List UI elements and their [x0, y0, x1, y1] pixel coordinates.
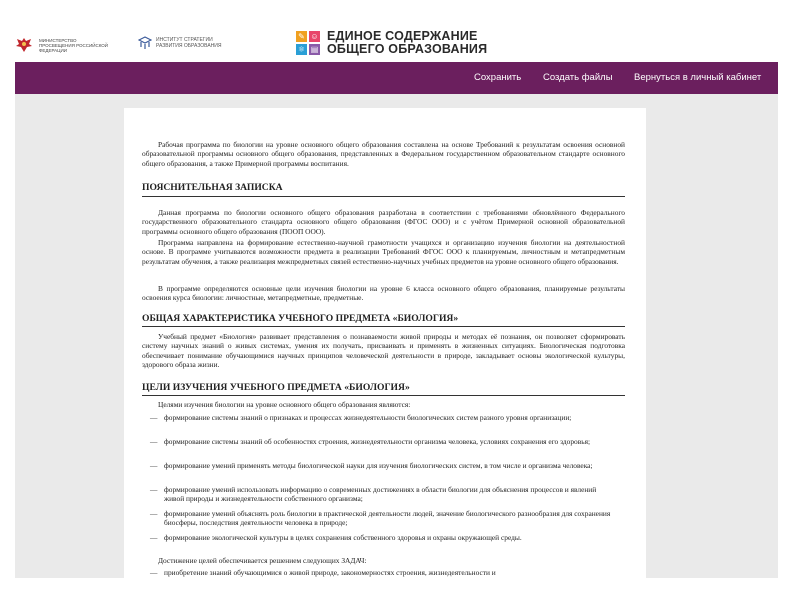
institute-logo[interactable] [138, 36, 236, 50]
paragraph-subject-characteristics: Учебный предмет «Биология» развивает представления о познаваемости живой природы и методах её познания, он позволяет сформировать систему научных знаний о живых системах, умения их получать, присваивать и применять в жизненных ситуациях. Биологическая подготовка обеспечивает понимание обучающимися научных принципов человеческой деятельности в природе, закладывает основы экологической культуры, здорового образа жизни. [142, 332, 625, 369]
portal-title-line1: ЕДИНОЕ СОДЕРЖАНИЕ [327, 29, 478, 43]
goal-item: — формирование умений применять методы биологической науки для изучения биологических систем, в том числе и организма человека; [150, 461, 593, 470]
goal-item: — формирование системы знаний о признаках и процессах жизнедеятельности биологических систем разного уровня организации; [150, 413, 572, 422]
heading-underline [142, 395, 625, 396]
portal-title-line2: ОБЩЕГО ОБРАЗОВАНИЯ [327, 42, 488, 56]
ministry-logo[interactable] [14, 36, 109, 54]
book-tile-icon: ▤ [310, 45, 319, 54]
person-tile-icon: ☺ [310, 32, 319, 41]
document-page[interactable] [124, 108, 646, 600]
task-item: — приобретение знаний обучающимися о живой природе, закономерностях строения, жизнедеятельности и [150, 568, 496, 577]
site-header [0, 0, 800, 62]
goals-intro: Целями изучения биологии на уровне основного общего образования являются: [158, 400, 411, 409]
create-files-button[interactable]: Создать файлы [543, 72, 613, 83]
section-heading-characteristics: ОБЩАЯ ХАРАКТЕРИСТИКА УЧЕБНОГО ПРЕДМЕТА «БИОЛОГИЯ» [142, 313, 459, 324]
heading-underline [142, 196, 625, 197]
atom-tile-icon: ⚛ [297, 45, 306, 54]
goal-item: — формирование умений использовать информацию о современных достижениях в области биологии для объяснения процессов и явлений живой природы и жизнедеятельности собственного организма; [150, 485, 597, 504]
paragraph-program-direction: Программа направлена на формирование естественно-научной грамотности учащихся и организацию изучения биологии на деятельностной основе. В программе учитываются возможности предмета в реализации Требований ФГОС ООО к планируемым, личностным и метапредметным результатам обучения, а также реализация межпредметных связей естественно-научных учебных предметов на уровне основного общего образования. [142, 238, 625, 266]
goal-item: — формирование системы знаний об особенностях строения, жизнедеятельности организма человека, условиях сохранения его здоровья; [150, 437, 591, 446]
goal-item: — формирование экологической культуры в целях сохранения собственного здоровья и охраны окружающей среды. [150, 533, 522, 542]
logo-tiles [296, 31, 320, 55]
institute-name: ИНСТИТУТ СТРАТЕГИИ РАЗВИТИЯ ОБРАЗОВАНИЯ [156, 37, 222, 49]
section-heading-explanatory-note: ПОЯСНИТЕЛЬНАЯ ЗАПИСКА [142, 182, 283, 193]
paragraph-program-goals: В программе определяются основные цели изучения биологии на уровне 6 класса основного общего образования, планируемые результаты освоения курса биологии: личностные, метапредметные, предметные. [142, 284, 625, 303]
heading-underline [142, 326, 625, 327]
action-bar [15, 62, 778, 94]
tasks-intro: Достижение целей обеспечивается решением следующих ЗАДАЧ: [158, 556, 367, 565]
section-heading-goals: ЦЕЛИ ИЗУЧЕНИЯ УЧЕБНОГО ПРЕДМЕТА «БИОЛОГИЯ» [142, 382, 410, 393]
goal-item: — формирование умений объяснять роль биологии в практической деятельности людей, значение биологического разнообразия для сохранения биосферы, последствия деятельности человека в природе; [150, 509, 611, 528]
intro-paragraph: Рабочая программа по биологии на уровне основного общего образования составлена на основе Требований к результатам освоения основной образовательной программы основного общего образования, представленных в Федеральном государственном образовательном стандарте основного общего образования, а также Примерной программы воспитания. [142, 140, 625, 168]
portal-logo[interactable] [296, 30, 487, 56]
pencil-tile-icon: ✎ [296, 31, 307, 42]
paragraph-program-basis: Данная программа по биологии основного общего образования разработана в соответствии с требованиями обновлённого Федерального государственного образовательного стандарта основного общего образования (ФГОС ООО) и с учётом Примерной основной образовательной программы основного общего образования (ПООП ООО). [142, 208, 625, 236]
back-to-cabinet-button[interactable]: Вернуться в личный кабинет [634, 72, 762, 83]
institute-emblem-icon [138, 36, 152, 50]
coat-of-arms-icon [14, 36, 34, 54]
save-button[interactable]: Сохранить [474, 72, 522, 83]
ministry-name: МИНИСТЕРСТВО ПРОСВЕЩЕНИЯ РОССИЙСКОЙ ФЕДЕРАЦИИ [39, 37, 109, 53]
